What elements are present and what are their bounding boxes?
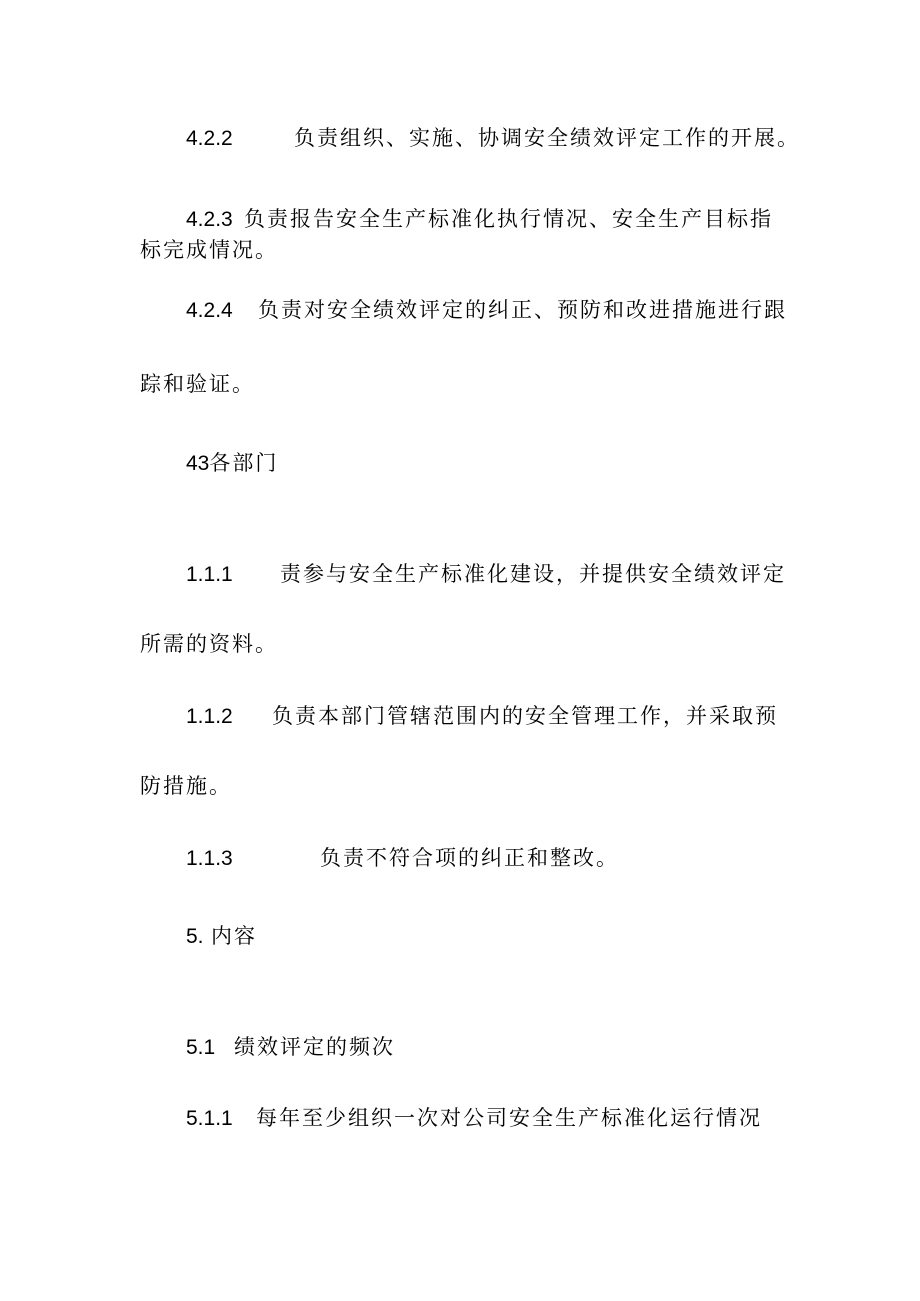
section-number: 1.1.2 bbox=[186, 705, 233, 728]
heading-5 bbox=[186, 923, 204, 950]
paragraph-continuation bbox=[140, 371, 255, 397]
paragraph-text bbox=[244, 206, 773, 232]
heading-4-3 bbox=[186, 450, 278, 477]
paragraph-text-content: 每年至少组织一次对公司安全生产标准化运行情况 bbox=[256, 1106, 762, 1130]
section-number: 5. bbox=[186, 925, 204, 948]
paragraph-text bbox=[272, 703, 778, 729]
paragraph-4-2-2 bbox=[186, 125, 233, 152]
section-number: 5.1.1 bbox=[186, 1107, 233, 1130]
paragraph-text bbox=[320, 845, 619, 871]
paragraph-1-1-3 bbox=[186, 845, 233, 872]
paragraph-continuation-text: 防措施。 bbox=[140, 774, 232, 798]
paragraph-continuation bbox=[140, 631, 278, 657]
heading-text bbox=[234, 1034, 395, 1060]
paragraph-text-content: 负责本部门管辖范围内的安全管理工作，并采取预 bbox=[272, 704, 778, 728]
paragraph-1-1-2 bbox=[186, 703, 233, 730]
section-number: 5.1 bbox=[186, 1036, 216, 1059]
paragraph-continuation bbox=[140, 773, 232, 799]
heading-text: 各部门 bbox=[209, 451, 279, 475]
heading-5-1 bbox=[186, 1034, 215, 1061]
paragraph-text-content: 责参与安全生产标准化建设，并提供安全绩效评定 bbox=[280, 562, 786, 586]
paragraph-text-content: 负责组织、实施、协调安全绩效评定工作的开展。 bbox=[294, 126, 800, 150]
heading-text bbox=[211, 923, 257, 949]
paragraph-continuation bbox=[140, 237, 278, 263]
paragraph-text bbox=[258, 297, 787, 323]
section-number: 4.2.2 bbox=[186, 127, 233, 150]
paragraph-text-content: 负责对安全绩效评定的纠正、预防和改进措施进行跟 bbox=[258, 298, 787, 322]
paragraph-text bbox=[256, 1105, 762, 1131]
paragraph-text-content: 负责不符合项的纠正和整改。 bbox=[320, 846, 619, 870]
paragraph-4-2-3 bbox=[186, 206, 233, 233]
paragraph-text-content: 负责报告安全生产标准化执行情况、安全生产目标指 bbox=[244, 207, 773, 231]
section-number: 4.2.3 bbox=[186, 208, 233, 231]
section-number: 1.1.1 bbox=[186, 563, 233, 586]
paragraph-text bbox=[280, 561, 786, 587]
paragraph-text bbox=[294, 125, 800, 151]
paragraph-5-1-1 bbox=[186, 1105, 233, 1132]
paragraph-4-2-4 bbox=[186, 297, 233, 324]
paragraph-1-1-1 bbox=[186, 561, 233, 588]
section-number: 43 bbox=[186, 452, 210, 475]
paragraph-continuation-text: 标完成情况。 bbox=[140, 238, 278, 262]
section-number: 1.1.3 bbox=[186, 847, 233, 870]
section-number: 4.2.4 bbox=[186, 299, 233, 322]
paragraph-continuation-text: 踪和验证。 bbox=[140, 372, 255, 396]
heading-text-content: 绩效评定的频次 bbox=[234, 1035, 395, 1059]
paragraph-continuation-text: 所需的资料。 bbox=[140, 632, 278, 656]
heading-text-content: 内容 bbox=[211, 924, 257, 948]
